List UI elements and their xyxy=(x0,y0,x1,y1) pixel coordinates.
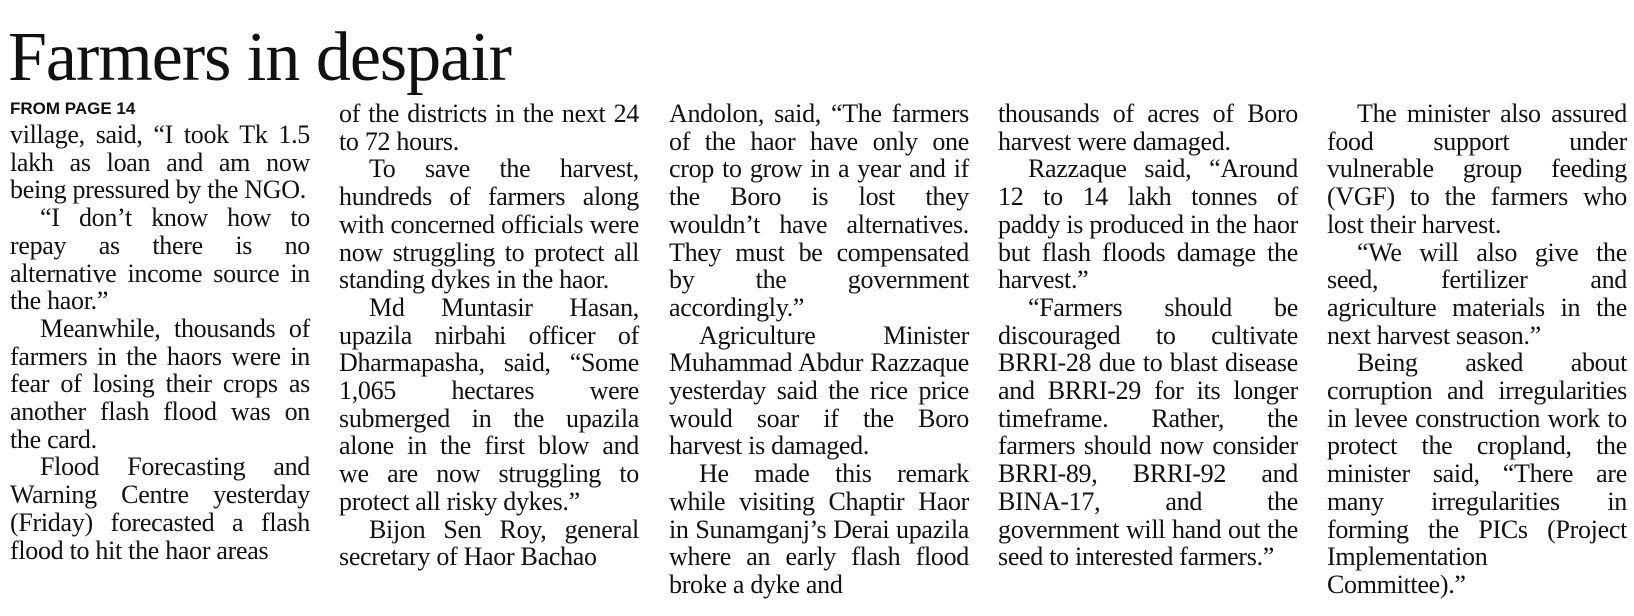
paragraph: He made this remark while visiting Chaptir Haor in Sunamganj’s Derai upazila where an early flash flood broke a dyke and xyxy=(669,459,969,599)
paragraph: thousands of acres of Boro harvest were damaged. xyxy=(998,99,1298,156)
paragraph: “Farmers should be discouraged to cultivate BRRI-28 due to blast disease and BRRI-29 for its longer timeframe. Rather, the farmers should now consider BRRI-89, BRRI-92 and BINA-17, and the government will hand out the seed to interested farmers.” xyxy=(998,292,1298,572)
paragraph: Flood Forecasting and Warning Centre yesterday (Friday) forecasted a flash flood to hit the haor areas xyxy=(10,452,310,565)
paragraph: Bijon Sen Roy, general secretary of Haor Bachao xyxy=(339,514,639,572)
article-column-4 xyxy=(998,100,1298,571)
paragraph: Agriculture Minister Muhammad Abdur Razzaque yesterday said the rice price would soar if the Boro harvest is damaged. xyxy=(669,320,969,461)
paragraph: village, said, “I took Tk 1.5 lakh as loan and am now being pressured by the NGO. xyxy=(10,120,310,205)
continuation-kicker: FROM PAGE 14 xyxy=(10,99,136,118)
article-column-2 xyxy=(339,100,639,571)
article-column-1 xyxy=(10,98,310,564)
paragraph: Being asked about corruption and irregularities in levee construction work to protect the cropland, the minister said, “There are many irregularities in forming the PICs (Project Implementation Committee).” xyxy=(1327,348,1627,599)
paragraph: “I don’t know how to repay as there is no alternative income source in the haor.” xyxy=(10,203,310,316)
headline: Farmers in despair xyxy=(8,19,511,96)
paragraph: Razzaque said, “Around 12 to 14 lakh tonnes of paddy is produced in the haor but flash floods damage the harvest.” xyxy=(998,154,1298,295)
article-column-3 xyxy=(669,100,969,599)
paragraph: The minister also assured food support under vulnerable group feeding (VGF) to the farmers who lost their harvest. xyxy=(1327,99,1627,239)
paragraph: Meanwhile, thousands of farmers in the haors were in fear of losing their crops as another flash flood was on the card. xyxy=(10,313,310,454)
paragraph: “We will also give the seed, fertilizer and agriculture materials in the next harvest season.” xyxy=(1327,237,1627,350)
paragraph: To save the harvest, hundreds of farmers along with concerned officials were now struggling to protect all standing dykes in the haor. xyxy=(339,154,639,295)
paragraph: Md Muntasir Hasan, upazila nirbahi officer of Dharmapasha, said, “Some 1,065 hectares were submerged in the upazila alone in the first blow and we are now struggling to protect all risky dykes.” xyxy=(339,292,639,516)
article-column-5 xyxy=(1327,100,1627,599)
paragraph: of the districts in the next 24 to 72 hours. xyxy=(339,99,639,156)
paragraph: Andolon, said, “The farmers of the haor have only one crop to grow in a year and if the Boro is lost they wouldn’t have alternatives. They must be compensated by the government accordingly.” xyxy=(669,99,969,322)
